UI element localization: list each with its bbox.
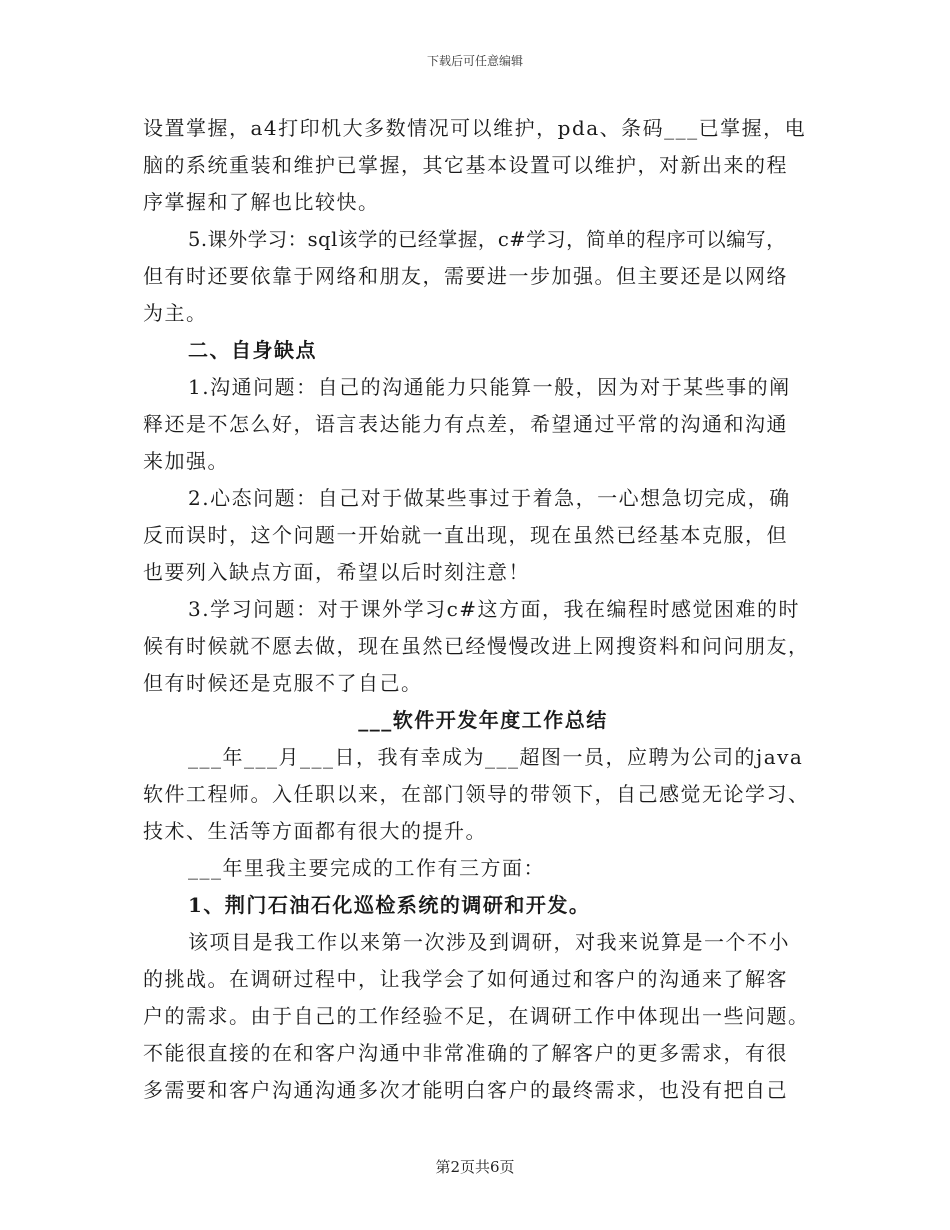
- text-line: 脑的系统重装和维护已掌握，其它基本设置可以维护，对新出来的程: [143, 153, 788, 177]
- text-line: 序掌握和了解也比较快。: [143, 190, 380, 214]
- text-line: 1.沟通问题：自己的沟通能力只能算一般，因为对于某些事的阐: [188, 375, 791, 399]
- text-line: 户的需求。由于自己的工作经验不足，在调研工作中体现出一些问题。: [143, 1004, 810, 1028]
- page-header: 下载后可任意编辑: [426, 54, 523, 68]
- text-line: 该项目是我工作以来第一次涉及到调研，对我来说算是一个不小: [188, 930, 790, 954]
- text-line: 释还是不怎么好，语言表达能力有点差，希望通过平常的沟通和沟通: [143, 412, 788, 436]
- text-line: 也要列入缺点方面，希望以后时刻注意！: [143, 560, 530, 584]
- text-line: 软件工程师。入任职以来，在部门领导的带领下，自己感觉无论学习、: [143, 782, 810, 806]
- text-line: 的挑战。在调研过程中，让我学会了如何通过和客户的沟通来了解客: [143, 967, 788, 991]
- text-line: 3.学习问题：对于课外学习c#这方面，我在编程时感觉困难的时: [188, 597, 801, 621]
- text-line: 多需要和客户沟通沟通多次才能明白客户的最终需求，也没有把自己: [143, 1078, 788, 1102]
- text-line: 不能很直接的在和客户沟通中非常准确的了解客户的更多需求，有很: [143, 1041, 788, 1065]
- text-line: 为主。: [143, 301, 208, 325]
- section-heading: 二、自身缺点: [188, 338, 317, 362]
- section-heading: 1、荆门石油石化巡检系统的调研和开发。: [188, 893, 591, 917]
- text-line: 设置掌握，a4打印机大多数情况可以维护，pda、条码___已掌握，电: [143, 116, 807, 140]
- text-line: ___年里我主要完成的工作有三方面：: [188, 856, 545, 880]
- text-line: 技术、生活等方面都有很大的提升。: [143, 819, 487, 843]
- page-number: 第2页共6页: [435, 1158, 515, 1176]
- text-line: 2.心态问题：自己对于做某些事过于着急，一心想急切完成，确: [188, 486, 791, 510]
- text-line: 但有时还要依靠于网络和朋友，需要进一步加强。但主要还是以网络: [143, 264, 788, 288]
- document-body: [143, 110, 823, 1109]
- text-line: 候有时候就不愿去做，现在虽然已经慢慢改进上网搜资料和问问朋友，: [143, 634, 810, 658]
- text-line: 5.课外学习：sql该学的已经掌握，c#学习，简单的程序可以编写，: [188, 228, 787, 251]
- text-line: 来加强。: [143, 449, 229, 473]
- text-line: 反而误时，这个问题一开始就一直出现，现在虽然已经基本克服，但: [143, 523, 788, 547]
- text-line: ___年___月___日，我有幸成为___超图一员，应聘为公司的java: [188, 745, 804, 769]
- section-heading: ___软件开发年度工作总结: [358, 708, 608, 732]
- text-line: 但有时候还是克服不了自己。: [143, 671, 423, 695]
